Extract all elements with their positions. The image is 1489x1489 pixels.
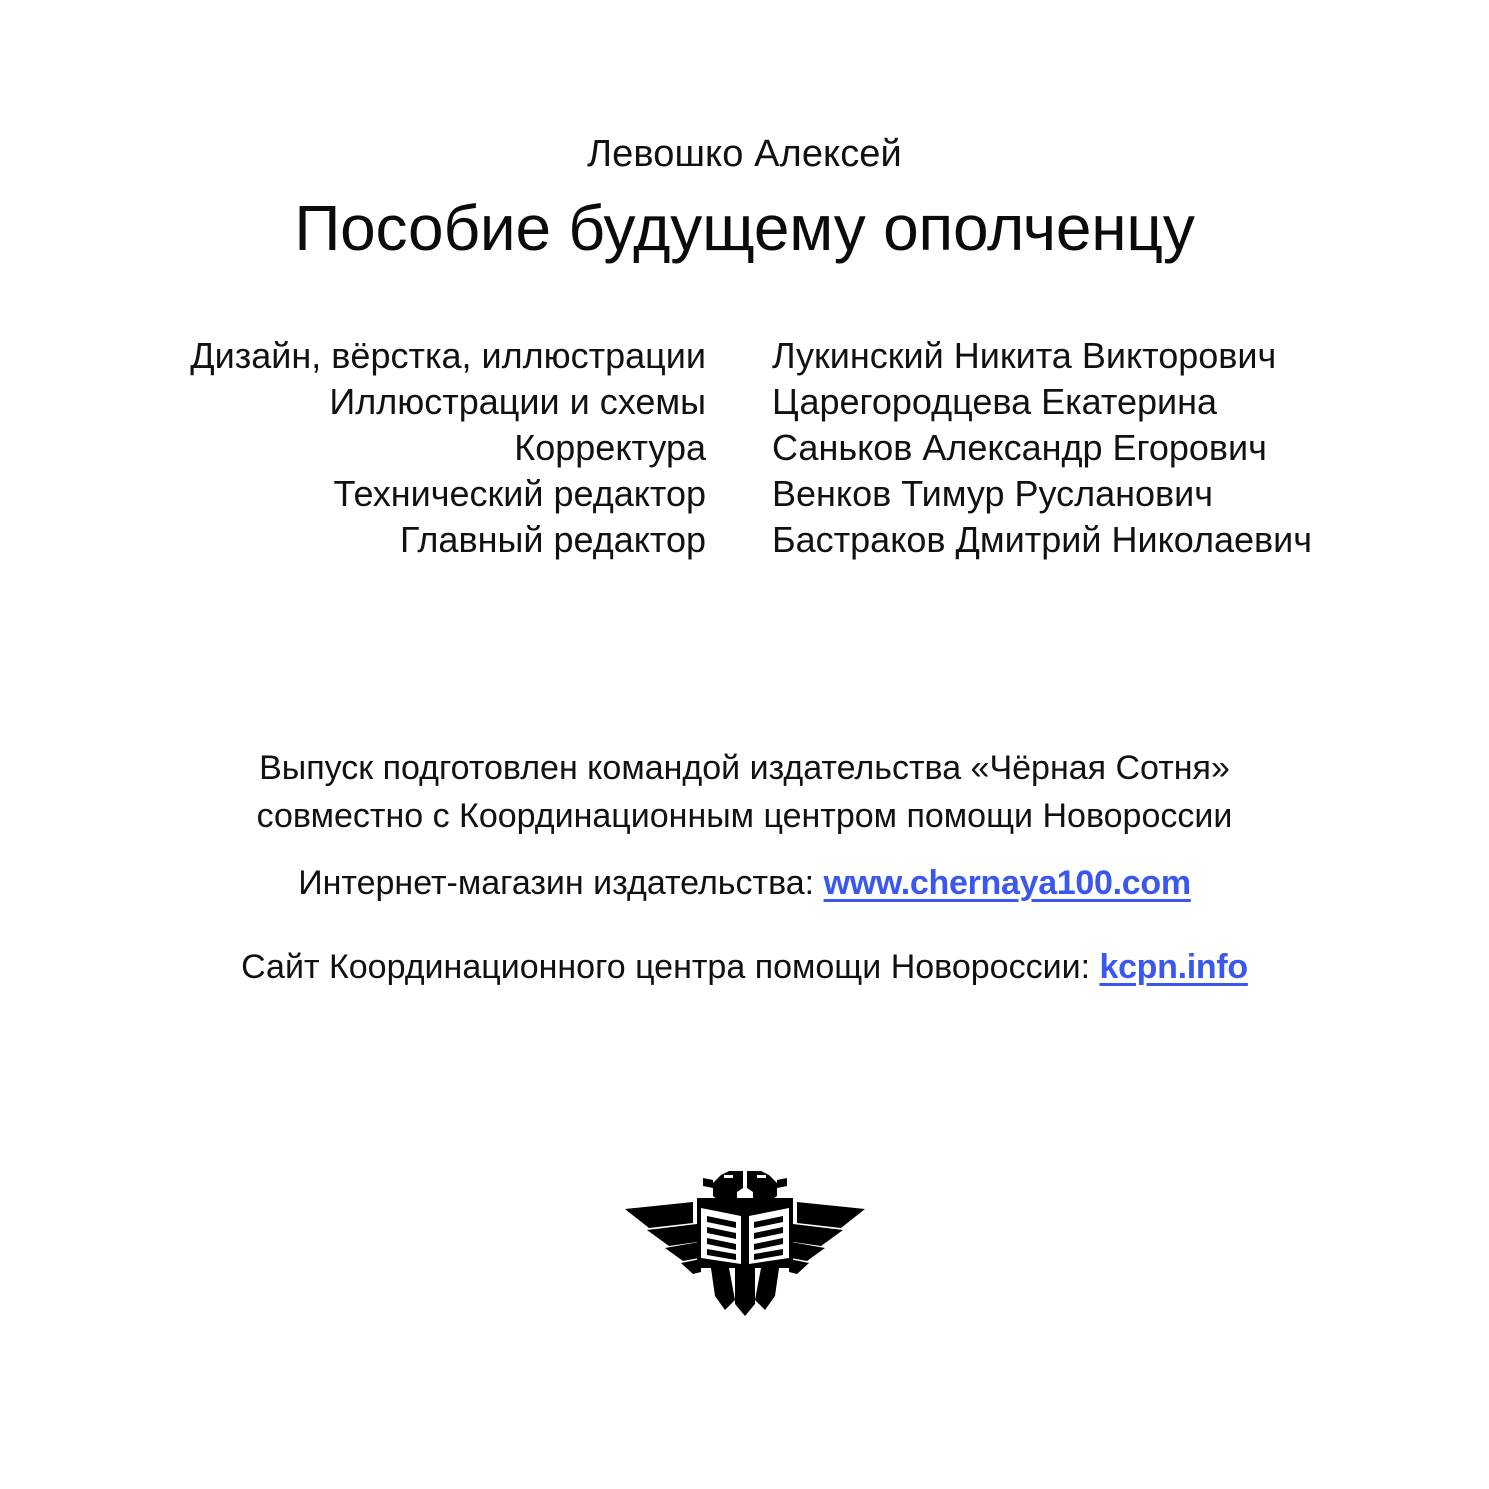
credit-person: Венков Тимур Русланович (772, 473, 1214, 515)
credits-block (0, 333, 1489, 563)
credit-person: Лукинский Никита Викторович (772, 335, 1277, 376)
imprint-line-1: Выпуск подготовлен командой издательства «Чёрная Сотня» (259, 749, 1230, 787)
shop-website-link[interactable]: www.chernaya100.com (823, 864, 1191, 902)
shop-link-label: Интернет-магазин издательства: (298, 864, 824, 902)
credits-table (177, 333, 1312, 563)
imprint-block (0, 744, 1489, 841)
credit-role: Иллюстрации и схемы (329, 381, 707, 423)
title-block (0, 133, 1489, 266)
shop-link-line (0, 861, 1489, 907)
table-row (177, 517, 1312, 563)
table-row (177, 471, 1312, 517)
center-website-link[interactable]: kcpn.info (1099, 947, 1248, 986)
links-block (0, 861, 1489, 991)
author-name: Левошко Алексей (587, 133, 902, 175)
table-row (177, 333, 1312, 379)
credit-person: Саньков Александр Егорович (772, 427, 1267, 469)
credit-person: Бастраков Дмитрий Николаевич (772, 519, 1312, 561)
credit-role: Главный редактор (399, 519, 707, 561)
center-link-label: Сайт Координационного центра помощи Новороссии: (241, 947, 1100, 986)
table-row (177, 425, 1312, 471)
credit-person: Царегородцева Екатерина (772, 381, 1218, 423)
book-title: Пособие будущему ополченцу (294, 191, 1195, 264)
credit-role: Дизайн, вёрстка, иллюстрации (190, 335, 707, 376)
imprint-line-2: совместно с Координационным центром помощи Новороссии (256, 797, 1233, 836)
publisher-emblem-wrap (0, 1168, 1489, 1321)
table-row (177, 379, 1312, 425)
double-headed-eagle-with-open-book-icon (625, 1168, 865, 1316)
credit-role: Корректура (514, 427, 707, 469)
center-link-line (0, 945, 1489, 991)
credit-role: Технический редактор (333, 473, 707, 515)
